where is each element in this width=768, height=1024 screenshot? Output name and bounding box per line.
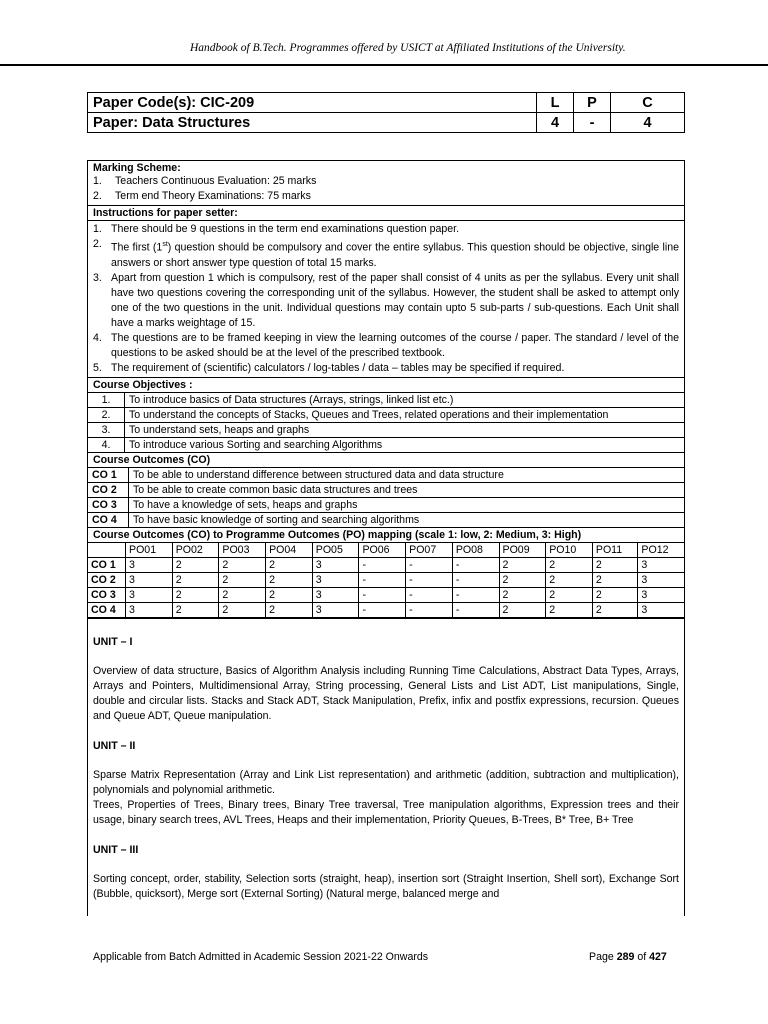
table-row: 1. To introduce basics of Data structures (Arrays, strings, linked list etc.) [88,393,684,408]
co-po-mapping-table [88,543,684,618]
list-item: 2. Term end Theory Examinations: 75 marks [93,190,311,202]
unit-paragraph: Sparse Matrix Representation (Array and Link List representation) and arithmetic (addition, subtraction and multiplication), polynomials and polynomial arithmetic. [93,768,679,796]
unit-title: UNIT – II [93,739,136,752]
table-row: 3. To understand sets, heaps and graphs [88,422,684,437]
page-number: Page 289 of 427 [589,951,667,963]
objectives-table [88,393,684,453]
table-row: CO 4 To have basic knowledge of sorting and searching algorithms [88,512,684,527]
unit-paragraph: Sorting concept, order, stability, Selection sorts (straight, heap), insertion sort (Straight Insertion, Shell sort), Exchange Sort (Bubble, quicksort), Merge sort (External Sorting) (Natural merge, balanced merge and [93,872,679,900]
table-row: 4. To introduce various Sorting and searching Algorithms [88,437,684,452]
instructions [88,221,684,378]
unit-paragraph: Trees, Properties of Trees, Binary trees, Binary Tree traversal, Tree manipulation algorithms, Expression trees and their usage, binary search trees, AVL Trees, Heaps and their implementation, Priority Queues, B-Trees, B* Tree, B+ Tree [93,798,679,826]
table-row: CO 2 To be able to create common basic data structures and trees [88,482,684,497]
marking-scheme [88,161,684,206]
unit-title: UNIT – III [93,843,139,856]
list-item: 5. The requirement of (scientific) calculators / log-tables / data – tables may be specified if required. [93,361,565,374]
paper-code: Paper Code(s): CIC-209 [88,93,537,113]
col-l-value: 4 [537,113,574,133]
table-row: CO 1 To be able to understand difference between structured data and data structure [88,468,684,483]
outcomes-title: Course Outcomes (CO) [88,453,684,468]
mapping-title: Course Outcomes (CO) to Programme Outcomes (PO) mapping (scale 1: low, 2: Medium, 3: High) [88,528,684,543]
footer-applicability: Applicable from Batch Admitted in Academic Session 2021-22 Onwards [93,951,429,963]
col-p-label: P [574,93,611,113]
instructions-title: Instructions for paper setter: [88,206,684,221]
unit-title: UNIT – I [93,635,133,648]
col-p-value: - [574,113,611,133]
table-row: CO 1 3 2 2 2 3 - - - 2 2 2 3 [88,557,684,572]
list-item: 3. Apart from question 1 which is compulsory, rest of the paper shall consist of 4 units as per the syllabus. Every unit shall have two questions covering the corresponding unit of the syllabus. However, the student shall be asked to attempt only one of the two questions in the unit. Individual questions may contain upto 5 sub-parts / sub-questions. Each Unit shall have a marks weightage of 15. [93,271,679,329]
list-item: 4. The questions are to be framed keeping in view the learning outcomes of the course / paper. The standard / level of the questions to be asked should be at the level of the prescribed textbook. [93,331,679,359]
table-row: CO 4 3 2 2 2 3 - - - 2 2 2 3 [88,602,684,617]
marking-list [93,174,679,204]
col-c-value: 4 [611,113,685,133]
syllabus-box [87,160,685,916]
header-rule [0,64,768,66]
table-row: CO 3 3 2 2 2 3 - - - 2 2 2 3 [88,587,684,602]
outcomes-table [88,468,684,528]
objectives-title: Course Objectives : [88,378,684,393]
col-l-label: L [537,93,574,113]
unit-paragraph: Overview of data structure, Basics of Algorithm Analysis including Running Time Calculations, Abstract Data Types, Arrays, Arrays and Pointers, Multidimensional Array, String processing, General Lists and List ADT, List manipulations, Single, double and circular lists. Stacks and Stack ADT, Stack Manipulation, Prefix, infix and postfix expressions, recursion. Queues and Queue ADT, Queue manipulation. [93,664,679,722]
table-row: CO 3 To have a knowledge of sets, heaps and graphs [88,497,684,512]
table-header-row: PO01 PO02 PO03 PO04 PO05 PO06 PO07 PO08 PO09 PO10 PO11 PO12 [88,543,684,558]
table-row: 2. To understand the concepts of Stacks, Queues and Trees, related operations and their implementation [88,407,684,422]
running-header: Handbook of B.Tech. Programmes offered by USICT at Affiliated Institutions of the University. [190,42,626,54]
list-item: 2. The first (1st) question should be compulsory and cover the entire syllabus. This question should be objective, single line answers or short answer type question of total 15 marks. [93,238,679,269]
list-item: 1. There should be 9 questions in the term end examinations question paper. [93,223,460,235]
marking-title: Marking Scheme: [93,162,181,174]
paper-code-table [87,92,685,133]
list-item: 1. Teachers Continuous Evaluation: 25 marks [93,175,317,187]
col-c-label: C [611,93,685,113]
units-section [88,618,684,902]
instructions-list [93,222,679,376]
paper-name: Paper: Data Structures [88,113,537,133]
table-row: CO 2 3 2 2 2 3 - - - 2 2 2 3 [88,572,684,587]
